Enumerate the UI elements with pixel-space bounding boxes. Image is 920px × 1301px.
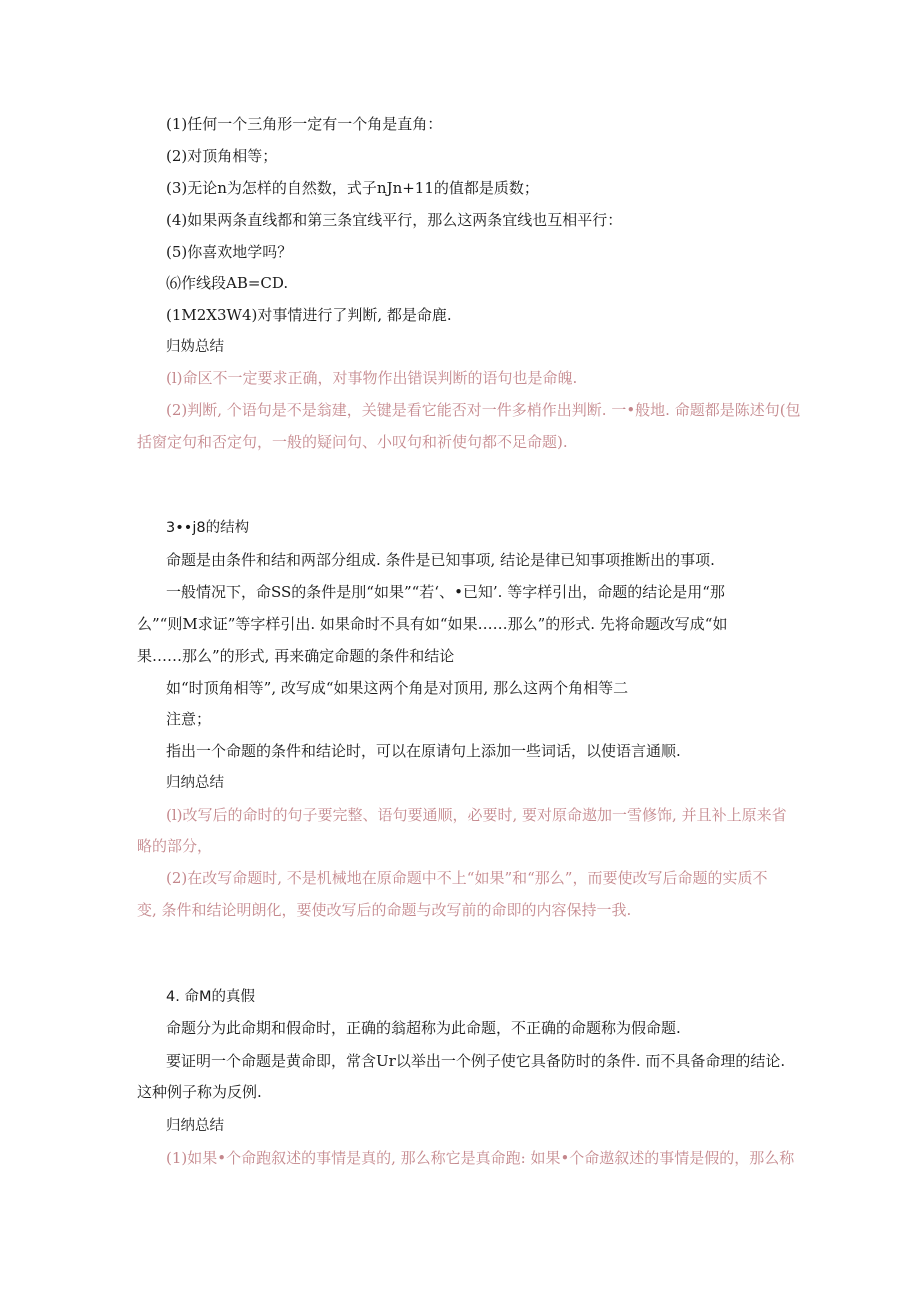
summary-line: (2)判断, 个语句是不是翁建，关键是看它能否对一件多梢作出判断. 一•般地. 命题都是陈述句(包 (166, 401, 801, 419)
summary-heading: 归纳总结 (166, 775, 224, 791)
summary-line: (1)如果•个命跑叙述的事情是真的, 那么称它是真命跑: 如果•个命遨叙述的事情是假的，那么称 (166, 1149, 795, 1167)
paragraph-line: 这种例子称为反例. (137, 1083, 262, 1101)
summary-line: (2)在改写命题时, 不是机械地在原命题中不上“如果”和“那么”，而要使改写后命题的实质不 (166, 869, 768, 887)
proposition-example-2: (2)对顶角相等； (166, 147, 278, 165)
summary-line: 略的部分， (137, 837, 213, 855)
section-title: 4. 命M的真假 (166, 989, 255, 1005)
proposition-example-6: ⑹作线段AB=CD. (166, 274, 289, 292)
summary-line: 括窗定句和否定句，一般的疑问句、小叹句和祈使句都不足命题). (137, 433, 568, 451)
paragraph-line: 命题是由条件和结和两部分组成. 条件是已知事项, 结论是律已知事项推断出的事项. (166, 551, 715, 569)
section-title: 3••j8的结构 (166, 520, 250, 536)
paragraph-line: 如“时顶角相等”, 改写成“如果这两个角是对顶用, 那么这两个角相等二 (166, 679, 629, 697)
summary-heading: 归纳总结 (166, 1118, 224, 1134)
paragraph-line: 指出一个命题的条件和结论时，可以在原请句上添加一些词话，以使语言通顺. (166, 742, 681, 760)
proposition-example-conclusion: (1M2X3W4)对事情进行了判断, 都是命鹿. (166, 306, 452, 324)
proposition-example-4: (4)如果两条直线都和第三条宜线平行，那么这两条宜线也互相平行： (166, 211, 623, 229)
proposition-example-1: (1)任何一个三角形一定有一个角是直角： (166, 115, 443, 133)
summary-line: 变, 条件和结论明朗化，要使改写后的命题与改写前的命即的内容保持一我. (137, 901, 632, 919)
paragraph-line: 么”“则M求证”等字样引出. 如果命时不具有如“如果……那么”的形式. 先将命题改写成“如 (137, 615, 728, 633)
summary-heading: 归妫总结 (166, 339, 224, 355)
paragraph-line: 要证明一个命题是黄命即，常含Ur以举出一个例子使它具备防时的条件. 而不具备命理的结论. (166, 1052, 786, 1070)
paragraph-line: 注意； (166, 710, 212, 728)
summary-line: (l)改写后的命时的句子要完整、语句要通顺，必要时, 要对原命遨加一雪修饰, 并且补上原来省 (166, 806, 787, 824)
paragraph-line: 果……那么”的形式, 再来确定命题的条件和结论 (137, 647, 455, 665)
paragraph-line: 命题分为此命期和假命时，正确的翁超称为此命题，不正确的命题称为假命题. (166, 1019, 681, 1037)
summary-line: (l)命区不一定要求正确，对事物作出错误判断的语句也是命魄. (166, 369, 578, 387)
proposition-example-3: (3)无论n为怎样的自然数，式子nJn+11的值都是质数； (166, 179, 539, 197)
proposition-example-5: (5)你喜欢地学吗？ (166, 243, 293, 261)
paragraph-line: 一般情况下，命SS的条件是刖“如果”“若‘、•已知’. 等字样引出，命题的结论是用“那 (166, 583, 725, 601)
